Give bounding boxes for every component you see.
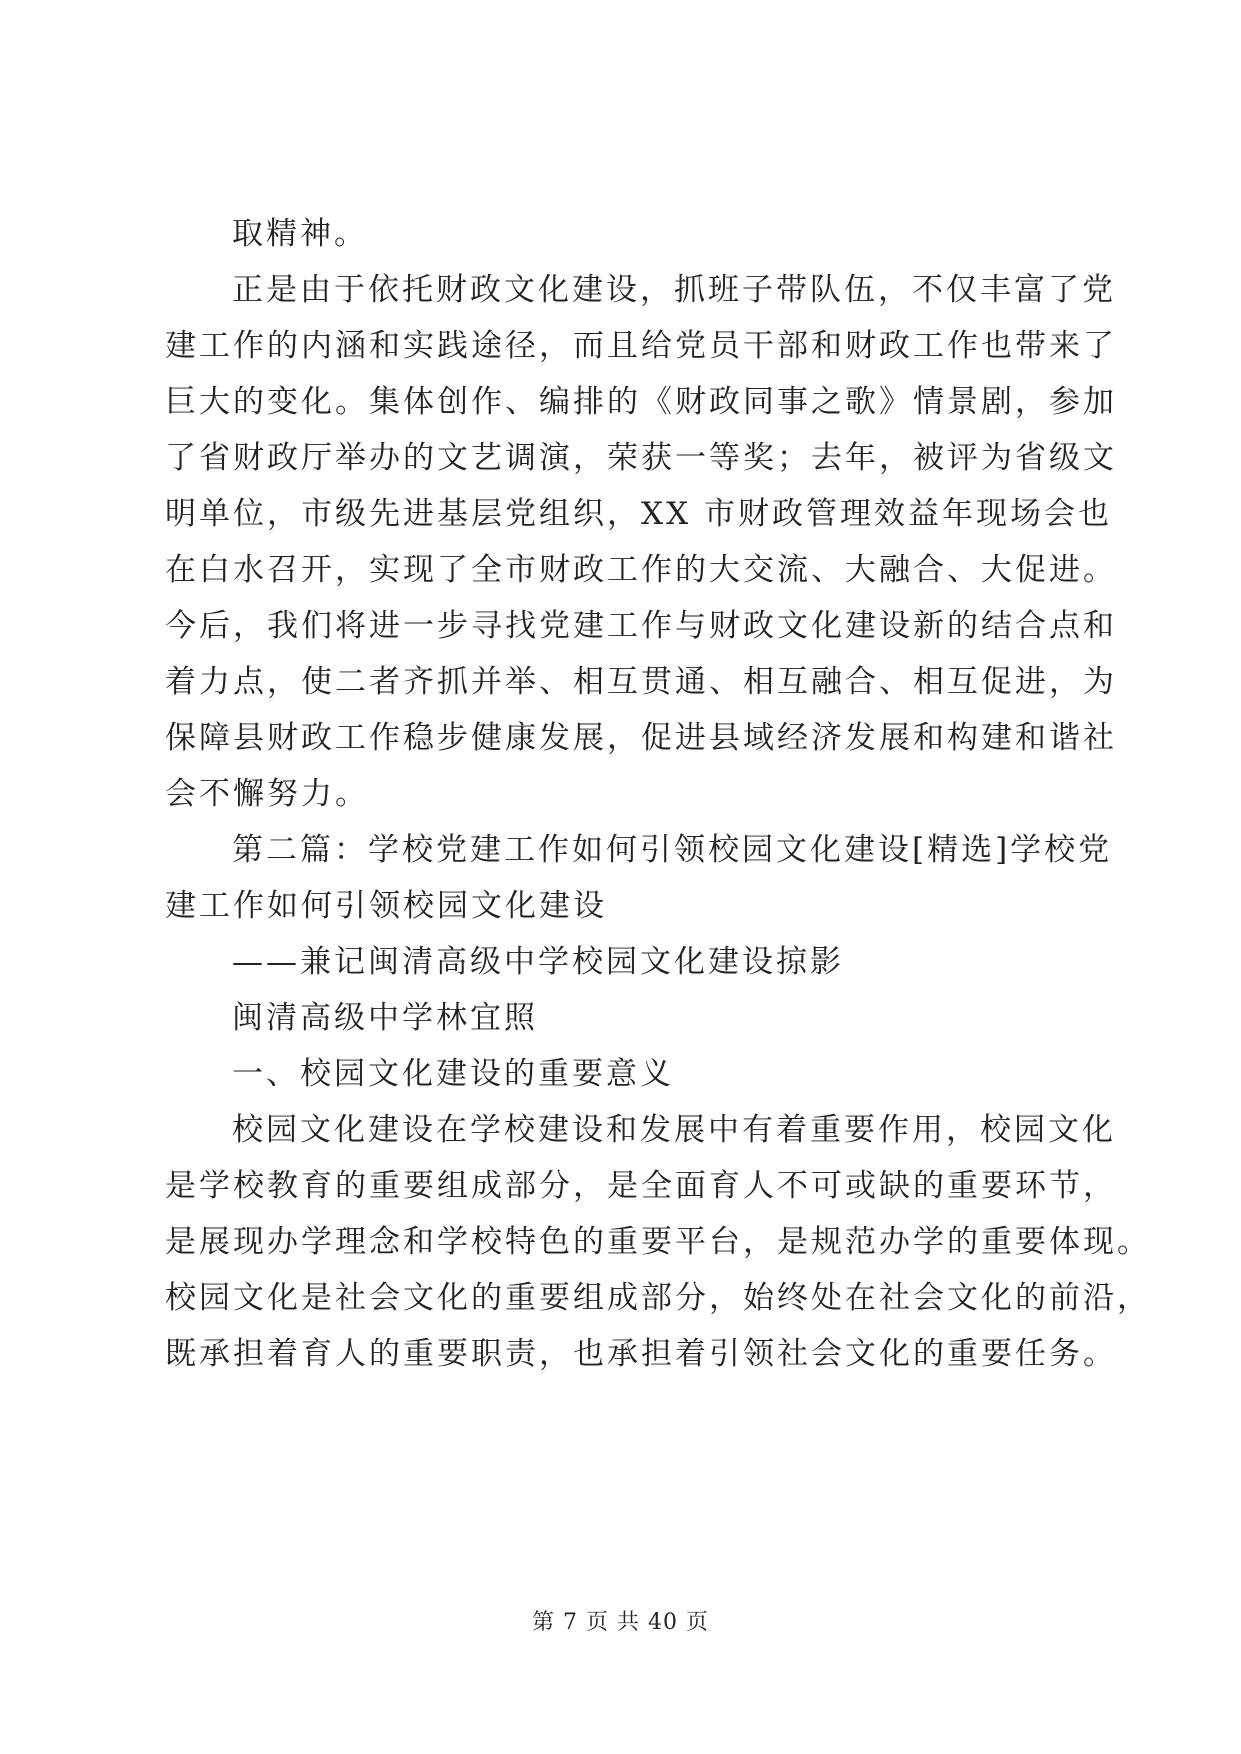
paragraph-line: 校园文化建设在学校建设和发展中有着重要作用，校园文化 — [232, 1112, 1116, 1148]
paragraph-line: 是展现办学理念和学校特色的重要平台，是规范办学的重要体现。 — [165, 1224, 1151, 1260]
subheading-line: 一、校园文化建设的重要意义 — [232, 1056, 674, 1092]
paragraph-line: 既承担着育人的重要职责，也承担着引领社会文化的重要任务。 — [165, 1336, 1117, 1372]
paragraph-line: 了省财政厅举办的文艺调演，荣获一等奖；去年，被评为省级文 — [165, 440, 1117, 476]
paragraph-line: 取精神。 — [232, 216, 368, 252]
paragraph-line: 明单位，市级先进基层党组织，XX 市财政管理效益年现场会也 — [165, 496, 1112, 532]
paragraph-line: 正是由于依托财政文化建设，抓班子带队伍，不仅丰富了党 — [232, 272, 1116, 308]
paragraph-line: 在白水召开，实现了全市财政工作的大交流、大融合、大促进。 — [165, 552, 1117, 588]
paragraph-line: 着力点，使二者齐抓并举、相互贯通、相互融合、相互促进，为 — [165, 664, 1117, 700]
author-line: 闽清高级中学林宜照 — [232, 1000, 538, 1036]
section-heading-line: 建工作如何引领校园文化建设 — [165, 888, 607, 924]
paragraph-line: 是学校教育的重要组成部分，是全面育人不可或缺的重要环节， — [165, 1168, 1117, 1204]
paragraph-line: 保障县财政工作稳步健康发展，促进县域经济发展和构建和谐社 — [165, 720, 1117, 756]
paragraph-line: 今后，我们将进一步寻找党建工作与财政文化建设新的结合点和 — [165, 608, 1117, 644]
paragraph-line: 巨大的变化。集体创作、编排的《财政同事之歌》情景剧，参加 — [165, 384, 1117, 420]
subtitle-line: ——兼记闽清高级中学校园文化建设掠影 — [232, 944, 844, 980]
section-heading-line: 第二篇：学校党建工作如何引领校园文化建设[精选]学校党 — [232, 832, 1113, 868]
page-number-footer: 第 7 页 共 40 页 — [532, 1610, 709, 1635]
paragraph-line: 校园文化是社会文化的重要组成部分，始终处在社会文化的前沿， — [165, 1280, 1151, 1316]
paragraph-line: 建工作的内涵和实践途径，而且给党员干部和财政工作也带来了 — [165, 328, 1117, 364]
paragraph-line: 会不懈努力。 — [165, 776, 369, 812]
